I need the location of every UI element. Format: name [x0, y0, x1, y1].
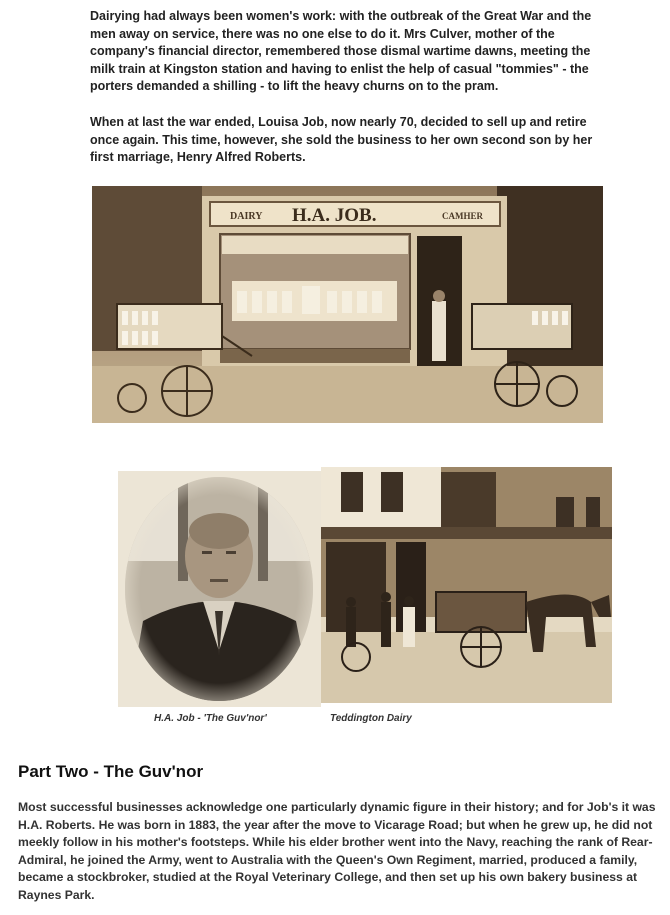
portrait-caption: H.A. Job - 'The Guv'nor' — [154, 713, 267, 724]
shop-sign-right: CAMHER — [442, 211, 483, 221]
intro-paragraph-1: Dairying had always been women's work: with the outbreak of the Great War and the men away on service, there was no one else to do it. Mrs Culver, mother of the company's financial director, remembered those dismal wartime dawns, meeting the milk train at Kingston station and having to enlist the help of casual "tommies" - the porters demanded a shilling - to lift the heavy churns on to the pram. — [90, 9, 592, 93]
shop-sign-main: H.A. JOB. — [292, 205, 377, 226]
teddington-dairy-photo — [321, 467, 612, 703]
intro-paragraph-2: When at last the war ended, Louisa Job, now nearly 70, decided to sell up and retire once again. This time, however, she sold the business to her own second son by her first marriage, Henry Alfred Roberts. — [90, 115, 593, 164]
dairy-caption: Teddington Dairy — [330, 713, 412, 724]
section-paragraph: Most successful businesses acknowledge one particularly dynamic figure in their history; and for Job's it was H.A. Roberts. He was born in 1883, the year after the move to Vicarage Road; but when he grew up, he did not meekly follow in his mother's footsteps. While his elder brother went into the Navy, reaching the rank of Rear-Admiral, he joined the Army, went to Australia with the Queen's Own Regiment, married, produced a family, became a stockbroker, studied at the Royal Veterinary College, and then set up his own bakery business at Raynes Park. — [18, 800, 656, 902]
portrait-photo — [118, 471, 321, 707]
shop-front-photo — [92, 186, 603, 423]
section-heading: Part Two - The Guv'nor — [18, 762, 204, 781]
shop-sign-left: DAIRY — [230, 211, 263, 222]
